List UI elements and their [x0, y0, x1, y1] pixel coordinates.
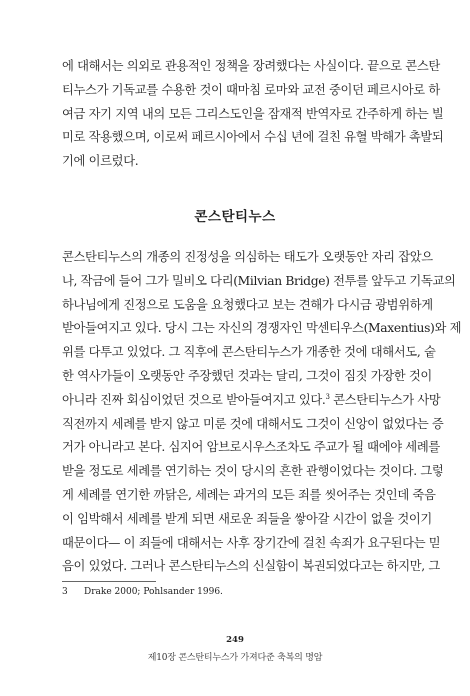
section-heading: 콘스탄티누스 — [194, 209, 276, 225]
footnote-marker[interactable]: 3 — [325, 392, 330, 401]
text-line: 기에 이르렀다. — [62, 154, 139, 169]
text-line: 위를 다투고 있었다. 그 직후에 콘스탄티누스가 개종한 것에 대해서도, 숱 — [62, 345, 436, 360]
text-line-with-footnote — [62, 389, 441, 413]
text-line: 때문이다— 이 죄들에 대해서는 사후 장기간에 걸친 속죄가 요구된다는 믿 — [62, 535, 441, 550]
text-line: 콘스탄티누스의 개종의 진정성을 의심하는 태도가 오랫동안 자리 잡았으 — [62, 250, 433, 264]
text-line: 하나님에게 진정으로 도움을 요청했다고 보는 견해가 다시금 광범위하게 — [62, 297, 433, 312]
text-line: 거가 아니라고 본다. 심지어 암브로시우스조차도 주교가 될 때에야 세례를 — [62, 440, 440, 455]
text-line-head: 아니라 진짜 회심이었던 것으로 받아들여지고 있다. — [62, 392, 326, 407]
paragraph-1 — [62, 55, 444, 174]
text-line: 게 세례를 연기한 까닭은, 세례는 과거의 모든 죄를 씻어주는 것인데 죽음 — [62, 487, 436, 502]
text-line: 티누스가 기독교를 수용한 것이 때마침 로마와 교전 중이던 페르시아로 하 — [62, 82, 440, 97]
footnote-text: Drake 2000; Pohlsander 1996. — [84, 587, 223, 597]
text-line: 직전까지 세례를 받지 않고 미룬 것에 대해서도 그것이 신앙이 없었다는 증 — [62, 416, 444, 431]
page-number: 249 — [226, 635, 244, 645]
text-line: 음이 있었다. 그러나 콘스탄티누스의 신실함이 복권되었다고는 하지만, 그 — [62, 559, 440, 574]
text-line: 이 임박해서 세례를 받게 되면 새로운 죄들을 쌓아갈 시간이 없을 것이기 — [62, 511, 432, 526]
text-line-tail: 콘스탄티누스가 사망 — [329, 392, 441, 407]
text-line: 받아들여지고 있다. 당시 그는 자신의 경쟁자인 막센티우스(Maxentius)와 제 — [62, 321, 462, 336]
text-line: 에 대해서는 의외로 관용적인 정책을 장려했다는 사실이다. 끝으로 콘스탄 — [62, 59, 440, 73]
running-footer: 제10장 콘스탄티누스가 가져다준 축복의 명암 — [147, 653, 323, 663]
paragraph-2 — [62, 246, 462, 579]
text-line: 한 역사가들이 오랫동안 주장했던 것과는 달리, 그것이 짐짓 가장한 것이 — [62, 368, 432, 383]
text-line: 받을 정도로 세례를 연기하는 것이 당시의 흔한 관행이었다는 것이다. 그렇 — [62, 464, 444, 479]
footnote-divider — [62, 581, 156, 582]
text-line: 나, 작금에 들어 그가 밀비오 다리(Milvian Bridge) 전투를 앞두고 기독교의 — [62, 273, 456, 288]
text-line: 미로 작용했으며, 이로써 페르시아에서 수십 년에 걸친 유혈 박해가 촉발되 — [62, 130, 444, 145]
footnote — [62, 586, 223, 598]
footnote-number: 3 — [62, 587, 68, 597]
text-line: 여금 자기 지역 내의 모든 그리스도인을 잠재적 반역자로 간주하게 하는 빌 — [62, 106, 444, 121]
